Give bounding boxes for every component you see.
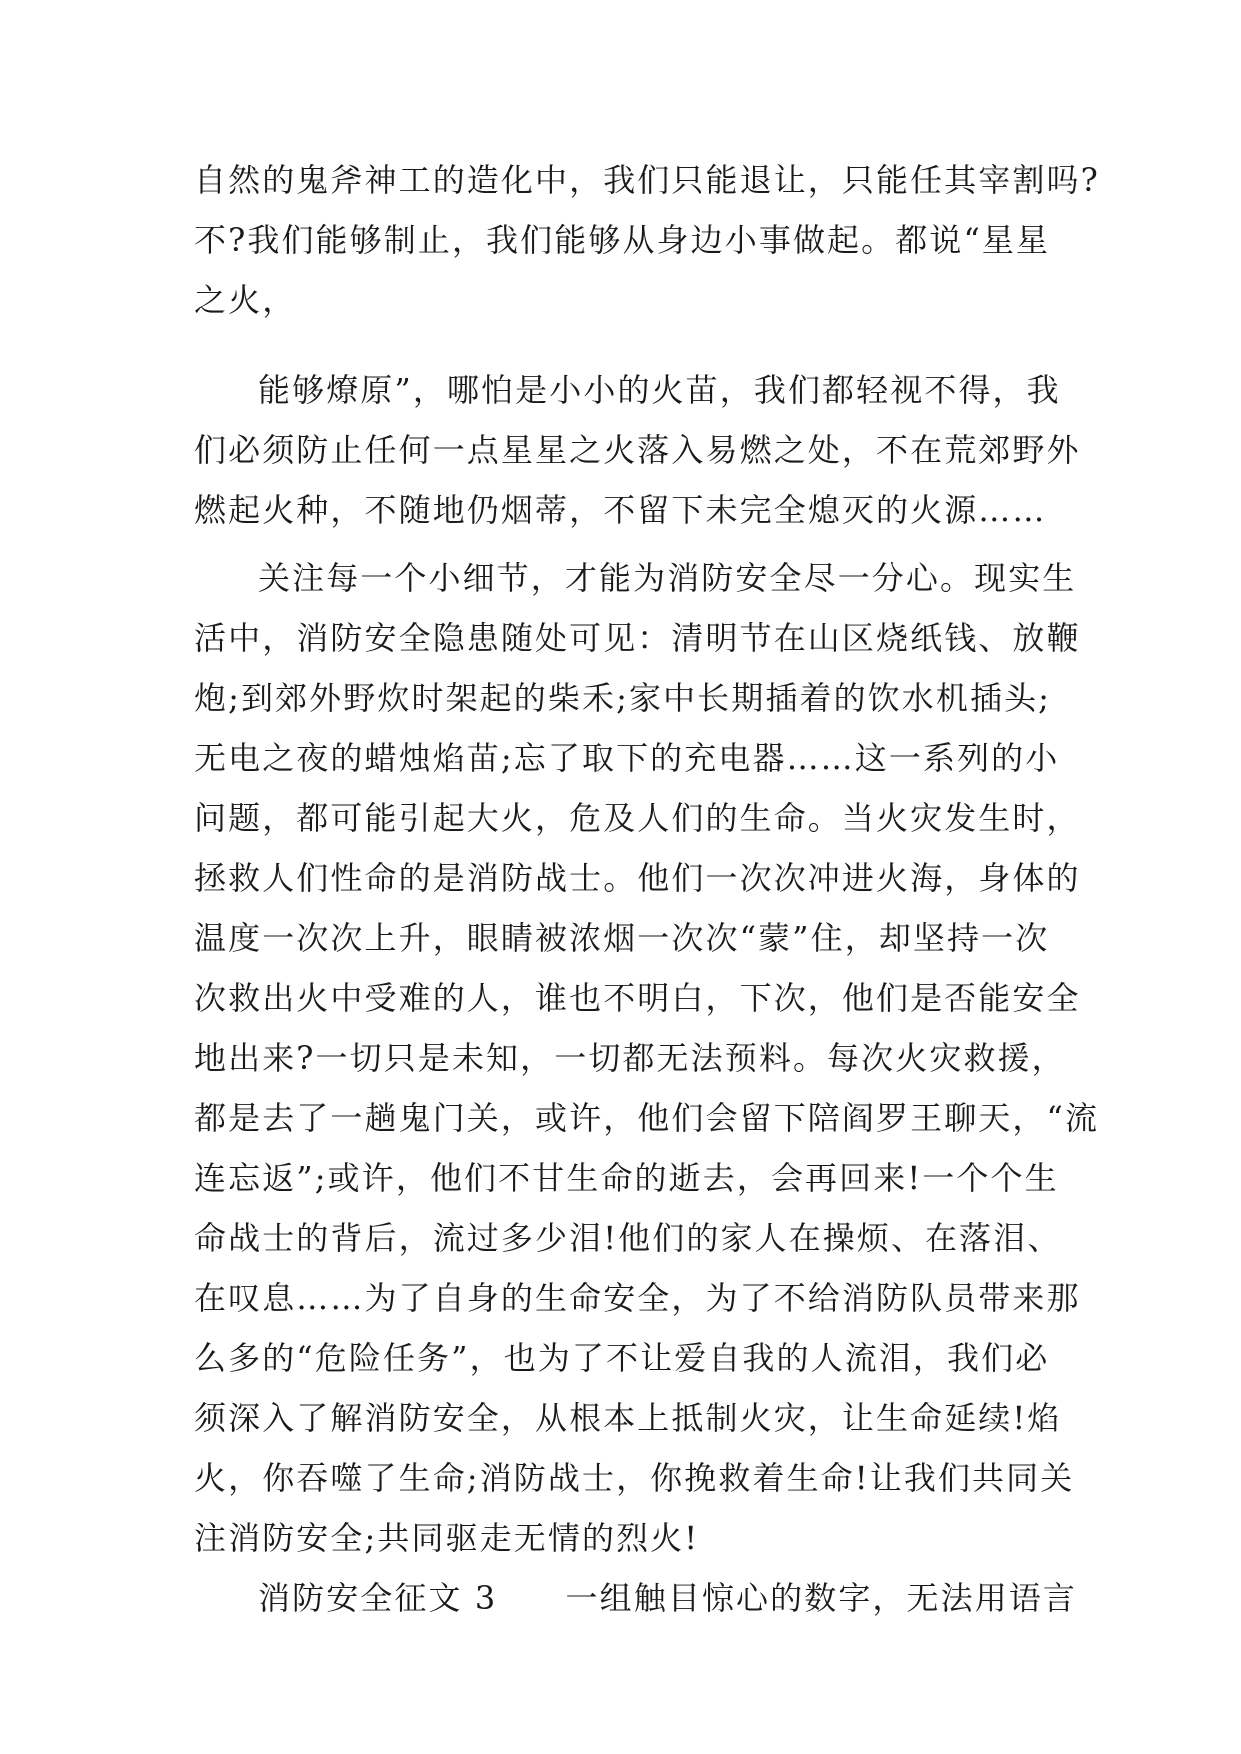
text-line: 在叹息……为了自身的生命安全，为了不给消防队员带来那 xyxy=(194,1279,1081,1317)
text-line: 地出来?一切只是未知，一切都无法预料。每次火灾救援， xyxy=(194,1039,1066,1077)
paragraph xyxy=(194,1568,1078,1628)
text-line: 无电之夜的蜡烛焰苗;忘了取下的充电器……这一系列的小 xyxy=(194,739,1060,777)
text-line: 拯救人们性命的是消防战士。他们一次次冲进火海，身体的 xyxy=(194,859,1081,897)
text-line: 能够燎原”，哪怕是小小的火苗，我们都轻视不得，我 xyxy=(258,371,1061,409)
paragraph xyxy=(194,360,1081,540)
text-line: 之火， xyxy=(194,281,297,319)
section-heading-line: 消防安全征文 3 一组触目惊心的数字，无法用语言 xyxy=(258,1579,1078,1617)
text-line: 须深入了解消防安全，从根本上抵制火灾，让生命延续!焰 xyxy=(194,1399,1062,1437)
text-line: 么多的“危险任务”，也为了不让爱自我的人流泪，我们必 xyxy=(194,1339,1050,1377)
text-line: 问题，都可能引起大火，危及人们的生命。当火灾发生时， xyxy=(194,799,1081,837)
text-line: 不?我们能够制止，我们能够从身边小事做起。都说“星星 xyxy=(194,221,1051,259)
text-line: 火，你吞噬了生命;消防战士，你挽救着生命!让我们共同关 xyxy=(194,1459,1075,1497)
paragraph xyxy=(194,548,1100,1568)
paragraph xyxy=(194,150,1100,330)
text-line: 关注每一个小细节，才能为消防安全尽一分心。现实生 xyxy=(258,559,1077,597)
text-line: 命战士的背后，流过多少泪!他们的家人在操烦、在落泪、 xyxy=(194,1219,1062,1257)
text-line: 们必须防止任何一点星星之火落入易燃之处，不在荒郊野外 xyxy=(194,431,1081,469)
text-line: 活中，消防安全隐患随处可见：清明节在山区烧纸钱、放鞭 xyxy=(194,619,1081,657)
text-line: 都是去了一趟鬼门关，或许，他们会留下陪阎罗王聊天，“流 xyxy=(194,1099,1100,1137)
text-line: 炮;到郊外野炊时架起的柴禾;家中长期插着的饮水机插头; xyxy=(194,679,1052,717)
text-line: 次救出火中受难的人，谁也不明白，下次，他们是否能安全 xyxy=(194,979,1081,1017)
text-line: 注消防安全;共同驱走无情的烈火! xyxy=(194,1519,700,1557)
text-line: 温度一次次上升，眼睛被浓烟一次次“蒙”住，却坚持一次 xyxy=(194,919,1050,957)
text-line: 连忘返”;或许，他们不甘生命的逝去，会再回来!一个个生 xyxy=(194,1159,1059,1197)
text-line: 燃起火种，不随地仍烟蒂，不留下未完全熄灭的火源…… xyxy=(194,491,1047,529)
document-body xyxy=(194,150,1100,1628)
text-line: 自然的鬼斧神工的造化中，我们只能退让，只能任其宰割吗? xyxy=(194,161,1100,199)
